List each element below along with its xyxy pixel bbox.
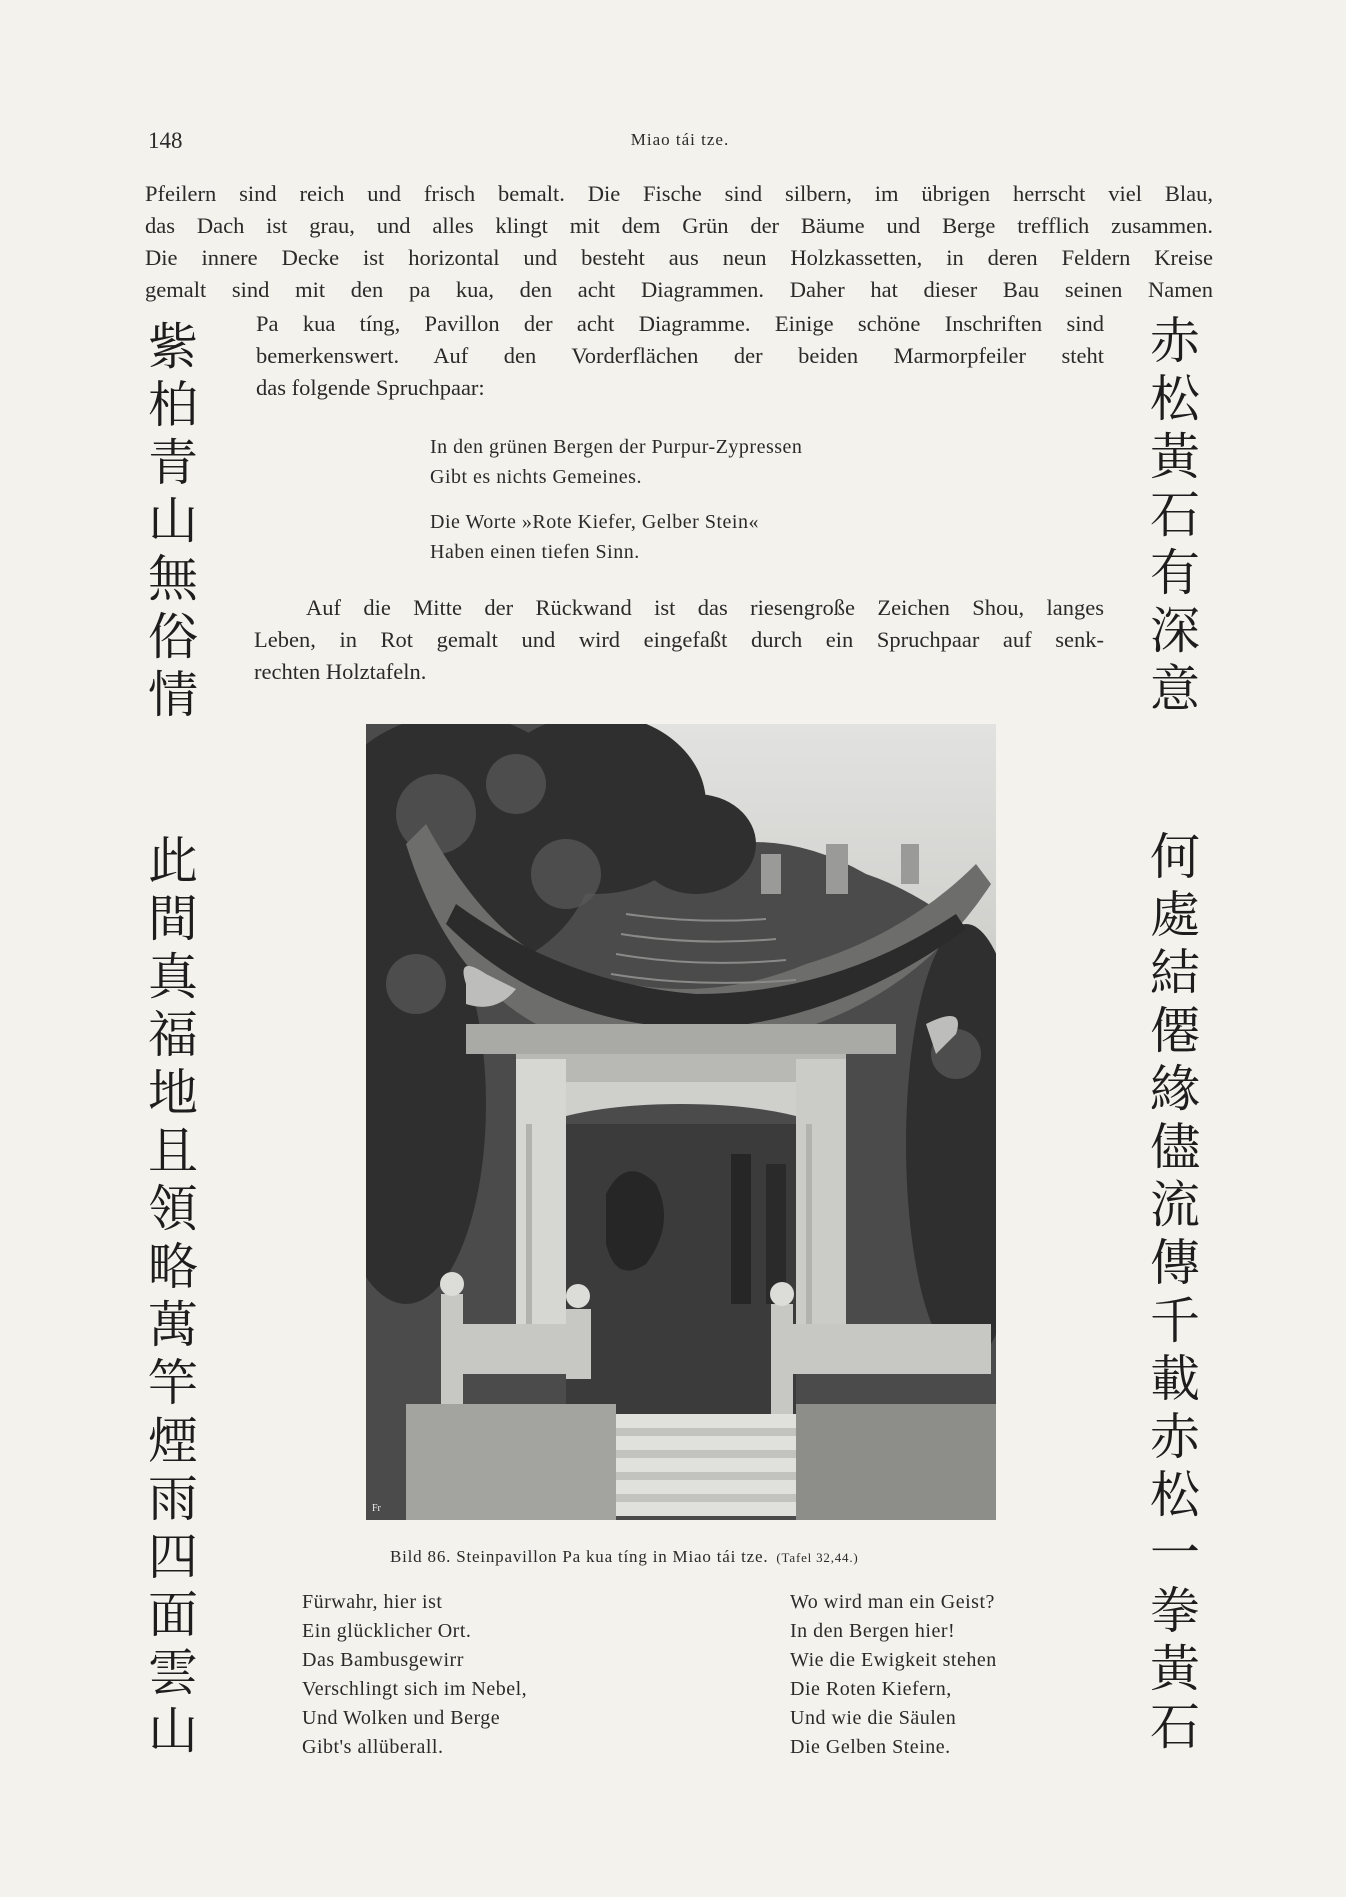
inscription-character: 略 [148, 1238, 198, 1296]
inscription-left-top [138, 318, 208, 724]
inscription-character: 石 [1150, 1698, 1200, 1756]
figure-caption [390, 1547, 859, 1567]
inscription-character: 拳 [1150, 1582, 1200, 1640]
caption-text: Bild 86. Steinpavillon Pa kua tíng in Miao tái tze. [390, 1547, 769, 1566]
inscription-character: 僊 [1150, 1002, 1200, 1060]
text-line: Die innere Decke ist horizontal und besteht aus neun Holzkassetten, in deren Feldern Kreise [145, 245, 1213, 270]
inscription-character: 山 [148, 1702, 198, 1760]
inscription-character: 流 [1150, 1176, 1200, 1234]
inscription-character: 地 [148, 1064, 198, 1122]
inscription-character: 竿 [148, 1354, 198, 1412]
inscription-character: 緣 [1150, 1060, 1200, 1118]
text-line: das folgende Spruchpaar: [256, 375, 485, 400]
verse-line: Haben einen tiefen Sinn. [430, 541, 640, 563]
verse-line: Die Worte »Rote Kiefer, Gelber Stein« [430, 511, 759, 533]
inscription-character: 無 [148, 550, 198, 608]
text-line: Leben, in Rot gemalt und wird eingefaßt durch ein Spruchpaar auf senk- [254, 627, 1104, 652]
inscription-character: 情 [148, 666, 198, 724]
poem-line: Ein glücklicher Ort. [302, 1620, 472, 1642]
inscription-character: 青 [148, 434, 198, 492]
inscription-character: 有 [1150, 544, 1200, 602]
text-line: bemerkenswert. Auf den Vorderflächen der beiden Marmorpfeiler steht [256, 343, 1104, 368]
inscription-character: 松 [1150, 370, 1200, 428]
text-line: Pfeilern sind reich und frisch bemalt. Die Fische sind silbern, im übrigen herrscht viel Blau, [145, 181, 1213, 206]
poem-line: In den Bergen hier! [790, 1620, 956, 1642]
paragraph-1 [145, 178, 1213, 306]
inscription-character: 柏 [148, 376, 198, 434]
poem-line: Und Wolken und Berge [302, 1707, 501, 1729]
text-line: Auf die Mitte der Rückwand ist das riesengroße Zeichen Shou, langes [306, 595, 1104, 620]
inscription-character: 深 [1150, 602, 1200, 660]
poem-line: Wie die Ewigkeit stehen [790, 1649, 997, 1671]
inscription-character: 黃 [1150, 428, 1200, 486]
pavilion-illustration [366, 724, 996, 1520]
text-line: Pa kua tíng, Pavillon der acht Diagramme. Einige schöne Inschriften sind [256, 311, 1104, 336]
inscription-character: 結 [1150, 944, 1200, 1002]
verse-couplet-2 [430, 507, 759, 567]
inscription-character: 間 [148, 890, 198, 948]
inscription-character: 山 [148, 492, 198, 550]
poem-left [302, 1588, 527, 1762]
inscription-character: 石 [1150, 486, 1200, 544]
poem-line: Die Gelben Steine. [790, 1736, 951, 1758]
text-line: gemalt sind mit den pa kua, den acht Diagrammen. Daher hat dieser Bau seinen Namen [145, 277, 1213, 302]
inscription-character: 領 [148, 1180, 198, 1238]
photo-mark: Fr [372, 1503, 381, 1514]
inscription-character: 千 [1150, 1292, 1200, 1350]
inscription-character: 真 [148, 948, 198, 1006]
poem-line: Das Bambusgewirr [302, 1649, 464, 1671]
inscription-character: 俗 [148, 608, 198, 666]
inscription-character: 面 [148, 1586, 198, 1644]
poem-line: Fürwahr, hier ist [302, 1591, 443, 1613]
paragraph-2 [254, 592, 1104, 688]
inscription-character: 儘 [1150, 1118, 1200, 1176]
text-line: rechten Holztafeln. [254, 659, 427, 684]
inscription-character: 傳 [1150, 1234, 1200, 1292]
inscription-character: 意 [1150, 660, 1200, 718]
text-line: das Dach ist grau, und alles klingt mit dem Grün der Bäume und Berge trefflich zusammen. [145, 213, 1213, 238]
pavilion-photograph [366, 724, 996, 1520]
poem-line: Und wie die Säulen [790, 1707, 957, 1729]
poem-line: Verschlingt sich im Nebel, [302, 1678, 528, 1700]
inscription-character: 紫 [148, 318, 198, 376]
inscription-left-bottom [138, 832, 208, 1760]
inscription-character: 赤 [1150, 312, 1200, 370]
inscription-character: 此 [148, 832, 198, 890]
verse-line: Gibt es nichts Gemeines. [430, 466, 642, 488]
paragraph-1-continued [256, 308, 1104, 404]
inscription-character: 黃 [1150, 1640, 1200, 1698]
poem-line: Wo wird man ein Geist? [790, 1591, 995, 1613]
inscription-character: 雲 [148, 1644, 198, 1702]
running-head: Miao tái tze. [630, 130, 730, 149]
inscription-character: 一 [1150, 1524, 1200, 1582]
inscription-character: 載 [1150, 1350, 1200, 1408]
inscription-character: 赤 [1150, 1408, 1200, 1466]
inscription-character: 四 [148, 1528, 198, 1586]
inscription-right-top [1140, 312, 1210, 718]
inscription-right-bottom [1140, 828, 1210, 1756]
inscription-character: 松 [1150, 1466, 1200, 1524]
inscription-character: 且 [148, 1122, 198, 1180]
verse-line: In den grünen Bergen der Purpur-Zypressen [430, 436, 803, 458]
verse-couplet-1 [430, 432, 802, 492]
inscription-character: 雨 [148, 1470, 198, 1528]
inscription-character: 煙 [148, 1412, 198, 1470]
caption-reference: (Tafel 32,44.) [776, 1550, 859, 1565]
inscription-character: 福 [148, 1006, 198, 1064]
poem-right [790, 1588, 997, 1762]
inscription-character: 何 [1150, 828, 1200, 886]
inscription-character: 處 [1150, 886, 1200, 944]
page-number: 148 [148, 128, 183, 153]
poem-line: Die Roten Kiefern, [790, 1678, 952, 1700]
poem-line: Gibt's allüberall. [302, 1736, 444, 1758]
inscription-character: 萬 [148, 1296, 198, 1354]
